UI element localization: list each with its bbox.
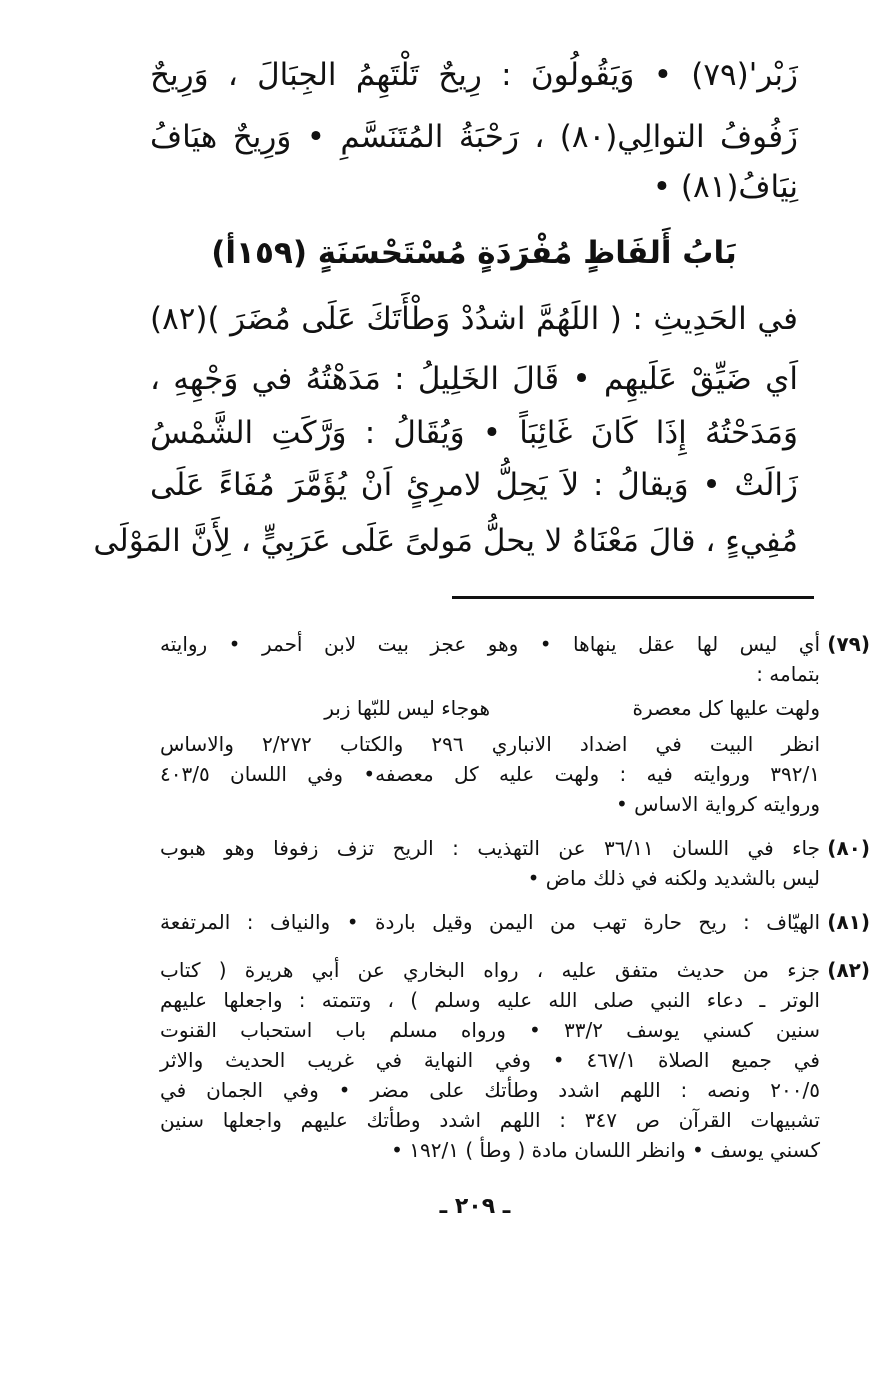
footnote-line: ٣٩٢/١ وروايته فيه : ولهت عليه كل معصفه• وفي اللسان ٤٠٣/٥ — [160, 762, 820, 786]
footnote-80 — [160, 836, 870, 898]
footnote-79 — [160, 632, 870, 824]
verse-second-hemistich: هوجاء ليس للبّها زبر — [324, 696, 490, 720]
footnote-line: جزء من حديث متفق عليه ، رواه البخاري عن أبي هريرة ( كتاب — [160, 958, 820, 982]
main-text-line-2: زَفُوفُ التوالِي(٨٠) ، رَحْبَةُ المُتَنَسَّمِ • وَرِيحٌ هيَافُ — [150, 119, 798, 155]
footnote-line: جاء في اللسان ٣٦/١١ عن التهذيب : الريح تزف زفوفا وهو هبوب — [160, 836, 821, 860]
section-text-line-2: اَي ضَيِّقْ عَلَيهِم • قَالَ الخَلِيلُ : مَدَهْتُهُ في وَجْهِهِ ، — [150, 361, 798, 397]
footnote-line: في جميع الصلاة ٤٦٧/١ • وفي النهاية في غريب الحديث والاثر — [160, 1048, 820, 1072]
footnote-line: أي ليس لها عقل ينهاها • وهو عجز بيت لابن أحمر • روايته — [160, 632, 820, 656]
footnote-82 — [160, 958, 870, 1174]
footnote-line: وروايته كرواية الاساس • — [615, 792, 820, 816]
section-text-line-4: زَالَتْ • وَيقالُ : لاَ يَحِلُّ لامرِئٍ اَنْ يُؤَمَّرَ مُفَاءً عَلَى — [150, 467, 798, 503]
section-text-line-5: مُفِيءٍ ، قالَ مَعْنَاهُ لا يحلُّ مَولىً عَلَى عَرَبِيٍّ ، لِأَنَّ المَوْلَى — [93, 523, 798, 559]
section-text-line-1: في الحَدِيثِ : ( اللَهُمَّ اشدُدْ وَطْأَتَكَ عَلَى مُضَرَ )(٨٢) — [150, 301, 798, 337]
main-text-line-1: زَبْر'(٧٩) • وَيَقُولُونَ : رِيحٌ تَلْتَهِمُ الجِبَالَ ، وَرِيحٌ — [150, 57, 798, 93]
footnote-81 — [160, 910, 870, 942]
verse-first-hemistich: ولهت عليها كل معصرة — [632, 696, 820, 720]
footnote-number: (٨٢) — [827, 958, 870, 982]
footnote-line: سنين كسني يوسف ٣٣/٢ • ورواه مسلم باب استحباب القنوت — [160, 1018, 820, 1042]
footnote-line: تشبيهات القرآن ص ٣٤٧ : اللهم اشدد وطأتك عليهم واجعلها سنين — [160, 1108, 820, 1132]
footnote-line: ٢٠٠/٥ ونصه : اللهم اشدد وطأتك على مضر • وفي الجمان في — [160, 1078, 820, 1102]
footnote-line: ليس بالشديد ولكنه في ذلك ماض • — [527, 866, 820, 890]
main-text-line-3: نِيَافُ(٨١) • — [652, 169, 798, 205]
footnote-separator — [452, 596, 814, 599]
footnote-number: (٨١) — [827, 910, 870, 934]
footnote-line: انظر البيت في اضداد الانباري ٢٩٦ والكتاب ٢/٢٧٢ والاساس — [160, 732, 821, 756]
footnote-number: (٧٩) — [827, 632, 870, 656]
footnote-line: كسني يوسف • وانظر اللسان مادة ( وطأ ) ١٩٢/١ • — [391, 1138, 820, 1162]
section-heading: بَابُ أَلفَاظٍ مُفْرَدَةٍ مُسْتَحْسَنَةٍ (١٥٩أ) — [211, 235, 737, 271]
page-number: ـ ٢٠٩ ـ — [439, 1194, 511, 1219]
footnote-line: بتمامه : — [756, 662, 820, 686]
footnote-line: الهيّاف : ريح حارة تهب من اليمن وقيل باردة • والنياف : المرتفعة — [160, 910, 820, 934]
footnote-number: (٨٠) — [827, 836, 870, 860]
footnote-line: الوتر ـ دعاء النبي صلى الله عليه وسلم ) ، وتتمته : واجعلها عليهم — [160, 988, 820, 1012]
section-text-line-3: وَمَدَحْتُهُ إِذَا كَانَ غَائِبَاً • وَيُقَالُ : وَرَّكَتِ الشَّمْسُ — [150, 415, 798, 451]
